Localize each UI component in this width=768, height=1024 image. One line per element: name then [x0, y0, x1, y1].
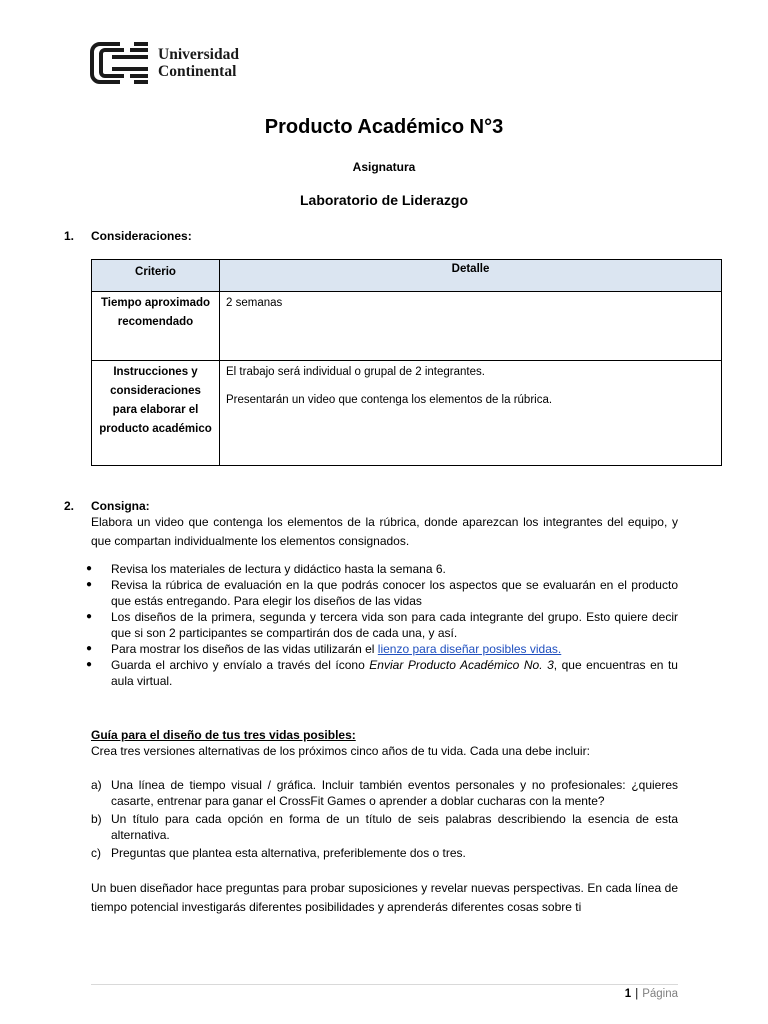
bullet-text: Revisa la rúbrica de evaluación en la que podrás conocer los aspectos que se evaluarán en el producto que estás entregando. Para elegir los diseños de las vidas: [111, 578, 678, 608]
item-text: Preguntas que plantea esta alternativa, preferiblemente dos o tres.: [111, 846, 466, 860]
item-letter: c): [91, 846, 101, 860]
bullet-text: Revisa los materiales de lectura y didáctico hasta la semana 6.: [111, 562, 446, 576]
bullet-text: Los diseños de la primera, segunda y tercera vida son para cada integrante del grupo. Esto quiere decir que si son 2 participantes se compartirán dos de cada una, y así.: [111, 610, 678, 640]
table-cell-criterio: Tiempo aproximado recomendado: [92, 292, 220, 361]
list-item: [91, 777, 678, 809]
table-row: [92, 361, 722, 466]
guide-items: [91, 777, 678, 861]
logo-line-2: Continental: [158, 63, 237, 80]
detalle-text: Presentarán un video que contenga los elementos de la rúbrica.: [226, 394, 553, 406]
footer-separator: |: [635, 988, 639, 1000]
table-cell-detalle: [220, 361, 722, 466]
table-header-row: [92, 260, 722, 292]
bullet-text: , que encuentras en tu aula virtual.: [111, 658, 678, 688]
detalle-text: El trabajo será individual o grupal de 2 integrantes.: [226, 366, 485, 378]
list-item: [91, 845, 678, 861]
page-label: Página: [642, 988, 678, 1000]
list-item: [64, 641, 678, 657]
section-2-title: Consigna:: [91, 499, 150, 513]
table-cell-detalle: [220, 292, 722, 361]
section-2: [64, 499, 678, 689]
document-title: Producto Académico N°3: [264, 116, 504, 138]
table-header-detalle: Detalle: [220, 260, 722, 292]
list-item: [64, 609, 678, 641]
table-row: [92, 292, 722, 361]
page-number: 1: [624, 988, 632, 1000]
section-2-number: 2.: [64, 499, 75, 513]
list-item: [64, 561, 678, 577]
guide-intro: Crea tres versiones alternativas de los próximos cinco años de tu vida. Cada una debe incluir:: [91, 744, 590, 758]
section-2-heading: [64, 499, 678, 513]
course-name: Laboratorio de Liderazgo: [299, 192, 468, 208]
list-item: [64, 657, 678, 689]
logo-text: [158, 46, 239, 80]
footer-divider: [91, 984, 678, 985]
logo-line-1: Universidad: [158, 46, 239, 63]
bullet-italic-text: Enviar Producto Académico No. 3: [369, 658, 554, 672]
list-item: [64, 577, 678, 609]
university-continental-logo-icon: [90, 41, 152, 85]
section-1-title: Consideraciones:: [91, 229, 192, 243]
bullet-text: Guarda el archivo y envíalo a través del ícono: [111, 658, 370, 672]
section-1-number: 1.: [64, 229, 75, 243]
lienzo-link[interactable]: lienzo para diseñar posibles vidas.: [377, 642, 562, 656]
guide-title: Guía para el diseño de tus tres vidas posibles:: [91, 728, 356, 742]
item-letter: a): [91, 778, 102, 792]
consigna-bullets: [64, 561, 678, 689]
bullet-text: Para mostrar los diseños de las vidas utilizarán el: [111, 642, 378, 656]
table-cell-criterio: Instrucciones y consideraciones para elaborar el producto académico: [92, 361, 220, 466]
item-text: Una línea de tiempo visual / gráfica. Incluir también eventos personales y no profesionales: ¿quieres casarte, entrenar para ganar el CrossFit Games o aprender a doblar cucharas con la mente?: [111, 778, 678, 808]
section-1-heading: [64, 229, 192, 243]
subject-label: Asignatura: [352, 160, 416, 174]
consigna-intro: Elabora un video que contenga los elementos de la rúbrica, donde aparezcan los integrantes del equipo, y que compartan individualmente los elementos consignados.: [91, 515, 678, 548]
detalle-text: 2 semanas: [226, 297, 283, 309]
guide-section: [91, 727, 678, 917]
table-header-criterio: Criterio: [92, 260, 220, 292]
list-item: [91, 811, 678, 843]
item-letter: b): [91, 812, 102, 826]
criteria-table: [91, 259, 722, 466]
item-text: Un título para cada opción en forma de un título de seis palabras describiendo la esencia de esta alternativa.: [111, 812, 678, 842]
guide-closing: Un buen diseñador hace preguntas para probar suposiciones y revelar nuevas perspectivas. En cada línea de tiempo potencial investigarás diferentes posibilidades y aprenderás diferentes cosas sobre ti: [91, 881, 678, 914]
university-logo: [90, 40, 260, 86]
page-footer: [625, 988, 678, 1000]
